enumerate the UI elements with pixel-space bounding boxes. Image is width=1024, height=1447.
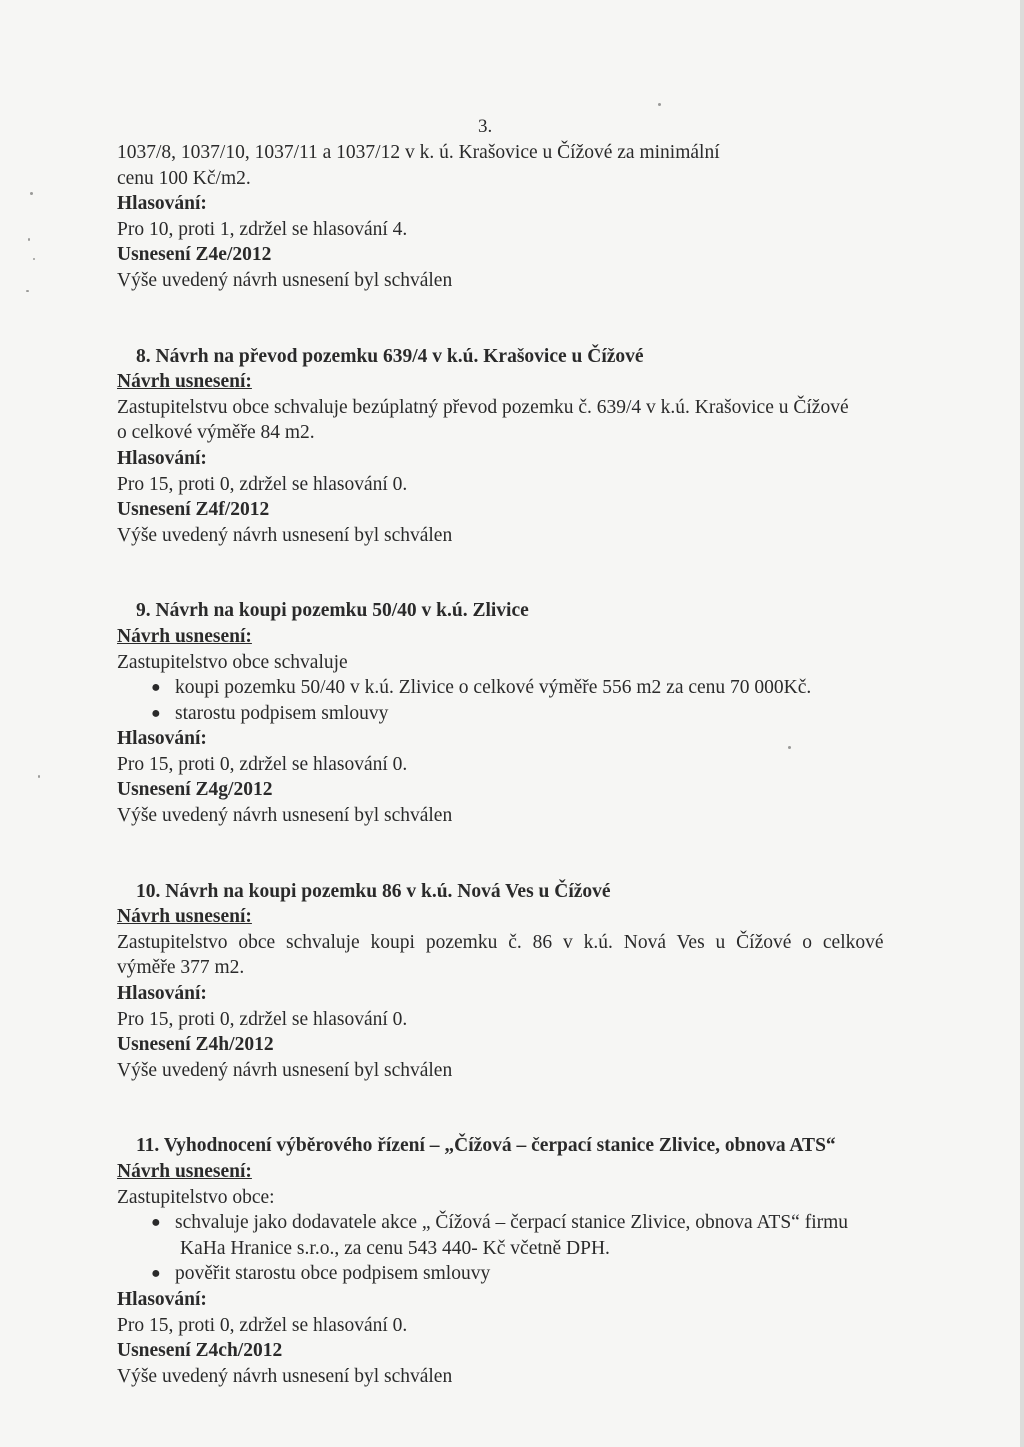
intro-line-2: cenu 100 Kč/m2. <box>117 167 251 189</box>
list-item <box>151 1210 907 1261</box>
resolution-outcome: Výše uvedený návrh usnesení byl schválen <box>117 1365 453 1387</box>
item-9-title: 9. Návrh na koupi pozemku 50/40 v k.ú. Zlivice <box>136 600 529 622</box>
item-8-title: 8. Návrh na převod pozemku 639/4 v k.ú. Krašovice u Čížové <box>136 345 644 367</box>
vote-label: Hlasování: <box>117 983 207 1005</box>
resolution-id: Usnesení Z4ch/2012 <box>117 1340 283 1362</box>
vote-result: Pro 10, proti 1, zdržel se hlasování 4. <box>117 218 408 240</box>
item-9-body-line-1: Zastupitelstvo obce schvaluje <box>117 651 348 673</box>
item-9-section <box>117 598 907 828</box>
item-11-section <box>117 1133 907 1389</box>
vote-result: Pro 15, proti 0, zdržel se hlasování 0. <box>117 1314 408 1336</box>
item-11-title: 11. Vyhodnocení výběrového řízení – „Čížová – čerpací stanice Zlivice, obnova ATS“ <box>136 1135 836 1157</box>
resolution-outcome: Výše uvedený návrh usnesení byl schválen <box>117 805 453 827</box>
vote-result: Pro 15, proti 0, zdržel se hlasování 0. <box>117 753 408 775</box>
resolution-outcome: Výše uvedený návrh usnesení byl schválen <box>117 269 453 291</box>
bullet-dot-icon: ● <box>151 704 161 722</box>
bullet-dot-icon: ● <box>151 1214 161 1232</box>
vote-label: Hlasování: <box>117 447 207 469</box>
resolution-id: Usnesení Z4e/2012 <box>117 244 272 266</box>
item-10-body-line-2: výměře 377 m2. <box>117 957 245 979</box>
vote-label: Hlasování: <box>117 193 207 215</box>
document-content <box>117 140 907 1389</box>
item-8-body-line-1: Zastupitelstvu obce schvaluje bezúplatný převod pozemku č. 639/4 v k.ú. Krašovice u Čížové <box>117 396 849 418</box>
bullet-dot-icon: ● <box>151 1265 161 1283</box>
list-item-text: schvaluje jako dodavatele akce „ Čížová – čerpací stanice Zlivice, obnova ATS“ firmu <box>175 1212 849 1234</box>
list-item-text: koupi pozemku 50/40 v k.ú. Zlivice o celkové výměře 556 m2 za cenu 70 000Kč. <box>175 677 812 699</box>
intro-line-1: 1037/8, 1037/10, 1037/11 a 1037/12 v k. ú. Krašovice u Čížové za minimální <box>117 142 720 163</box>
list-item <box>151 701 907 727</box>
proposal-label: Návrh usnesení: <box>117 625 252 647</box>
page-number: 3. <box>478 116 493 137</box>
item-8-body-line-2: o celkové výměře 84 m2. <box>117 422 315 444</box>
proposal-label: Návrh usnesení: <box>117 371 252 393</box>
vote-result: Pro 15, proti 0, zdržel se hlasování 0. <box>117 1008 408 1030</box>
proposal-label: Návrh usnesení: <box>117 906 252 928</box>
bullet-dot-icon: ● <box>151 679 161 697</box>
list-item <box>151 675 907 701</box>
resolution-id: Usnesení Z4h/2012 <box>117 1034 274 1056</box>
vote-label: Hlasování: <box>117 728 207 750</box>
item-11-bullet-list <box>117 1210 907 1287</box>
list-item-text: pověřit starostu obce podpisem smlouvy <box>175 1263 491 1285</box>
vote-label: Hlasování: <box>117 1288 207 1310</box>
page-edge <box>1020 0 1024 1447</box>
resolution-outcome: Výše uvedený návrh usnesení byl schválen <box>117 1059 453 1081</box>
list-item-text: starostu podpisem smlouvy <box>175 702 389 724</box>
item-9-bullet-list <box>117 675 907 726</box>
item-10-title: 10. Návrh na koupi pozemku 86 v k.ú. Nová Ves u Čížové <box>136 880 611 902</box>
resolution-outcome: Výše uvedený návrh usnesení byl schválen <box>117 524 453 546</box>
resolution-id: Usnesení Z4f/2012 <box>117 499 270 521</box>
intro-section <box>117 140 907 294</box>
item-10-body-line-1: Zastupitelstvo obce schvaluje koupi pozemku č. 86 v k.ú. Nová Ves u Čížové o celkové <box>117 931 884 953</box>
item-8-section <box>117 344 907 549</box>
proposal-label: Návrh usnesení: <box>117 1161 252 1182</box>
vote-result: Pro 15, proti 0, zdržel se hlasování 0. <box>117 473 408 495</box>
item-11-body-line-1: Zastupitelstvo obce: <box>117 1186 275 1208</box>
list-item <box>151 1261 907 1287</box>
list-item-text-continued: KaHa Hranice s.r.o., za cenu 543 440- Kč včetně DPH. <box>180 1237 610 1259</box>
item-10-section <box>117 879 907 1084</box>
resolution-id: Usnesení Z4g/2012 <box>117 779 273 801</box>
